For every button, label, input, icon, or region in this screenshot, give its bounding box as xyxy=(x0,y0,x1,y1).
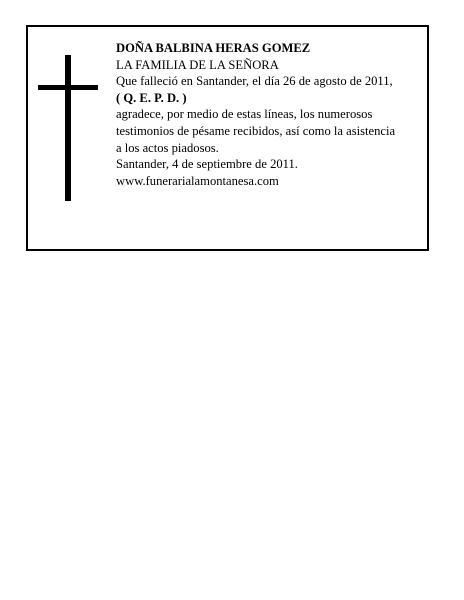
obituary-notice xyxy=(26,25,429,251)
thanks-line-3: a los actos piadosos. xyxy=(116,140,219,155)
deceased-name: DOÑA BALBINA HERAS GOMEZ xyxy=(116,41,311,55)
cross-vertical-bar xyxy=(65,55,71,201)
notice-text xyxy=(116,40,424,189)
family-heading: LA FAMILIA DE LA SEÑORA xyxy=(116,57,279,72)
passing-line: Que falleció en Santander, el día 26 de agosto de 2011, xyxy=(116,74,393,89)
qepd-line: ( Q. E. P. D. ) xyxy=(116,90,187,105)
date-line: Santander, 4 de septiembre de 2011. xyxy=(116,157,298,172)
cross-horizontal-bar xyxy=(38,85,98,90)
cross-icon xyxy=(38,55,98,201)
website-link[interactable]: www.funerarialamontanesa.com xyxy=(116,173,279,188)
thanks-line-1: agradece, por medio de estas líneas, los numerosos xyxy=(116,107,373,122)
thanks-line-2: testimonios de pésame recibidos, así como la asistencia xyxy=(116,123,396,138)
